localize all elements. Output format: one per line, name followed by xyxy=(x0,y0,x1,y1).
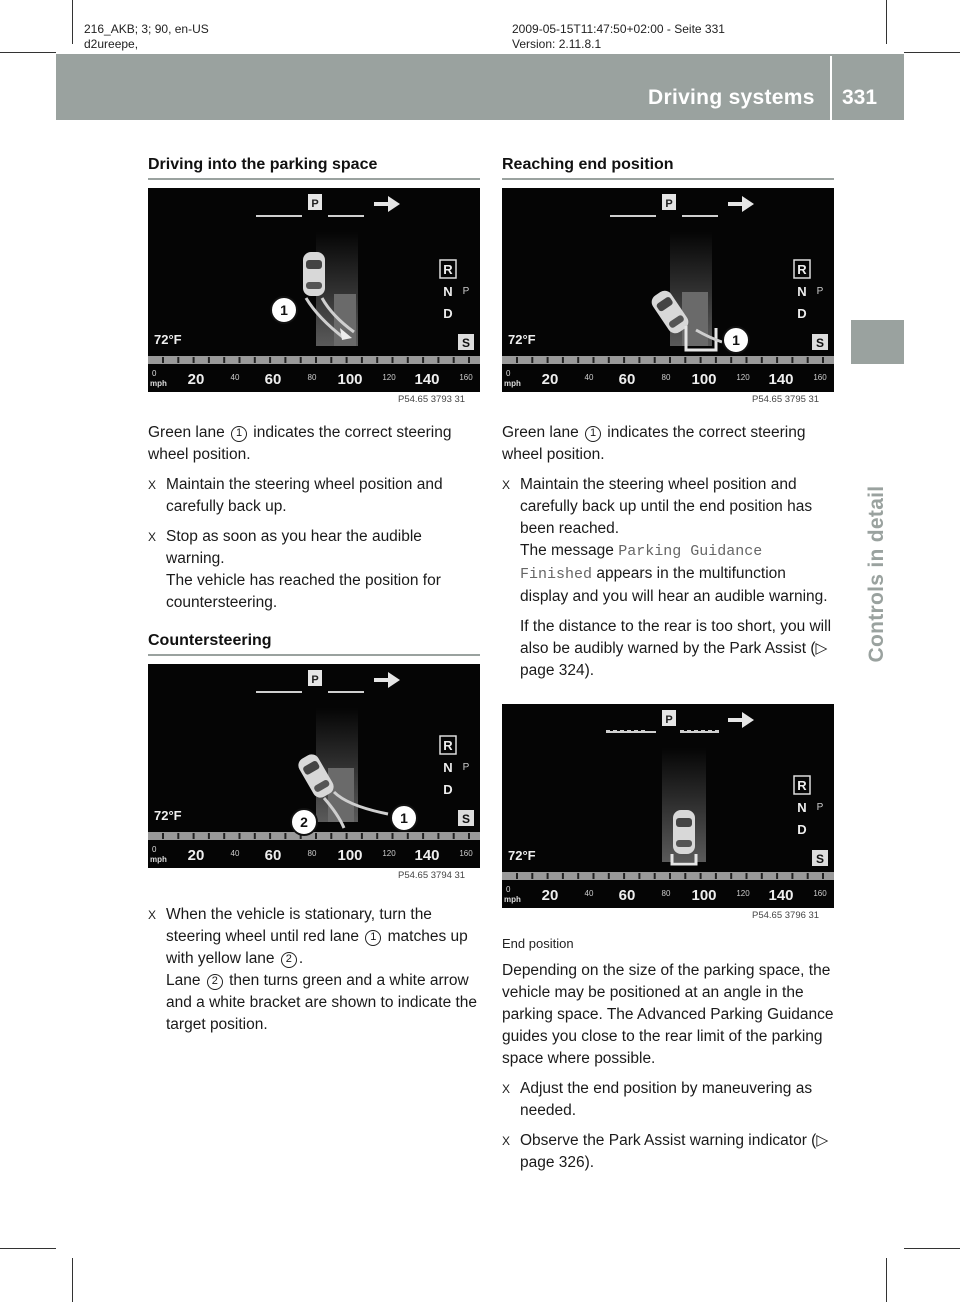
speedometer-scale xyxy=(148,832,480,840)
callout-marker-label: 1 xyxy=(280,302,288,318)
bullet-item: X Maintain the steering wheel position and carefully back up. xyxy=(148,476,443,515)
speed-tick xyxy=(623,873,625,879)
display-message: Parking Guidance xyxy=(618,543,763,560)
speed-tick xyxy=(638,357,640,363)
speed-tick xyxy=(593,873,595,879)
parking-sign-label: P xyxy=(665,714,673,726)
speed-tick xyxy=(223,833,225,839)
temperature-readout: 72°F xyxy=(154,332,182,347)
speed-tick xyxy=(437,833,439,839)
bullet-item: X Stop as soon as you hear the audible warning. The vehicle has reached the position for countersteering. xyxy=(148,528,441,611)
speed-tick xyxy=(407,833,409,839)
image-reference: P54.65 3795 31 xyxy=(752,394,820,405)
speed-tick xyxy=(746,873,748,879)
speed-label-minor: 40 xyxy=(584,373,594,382)
print-stamp-line1: 2009-05-15T11:47:50+02:00 - Seite 331 xyxy=(512,22,725,36)
paragraph: Green lane 1 indicates the correct steering wheel position. xyxy=(148,424,452,463)
gap-dot xyxy=(613,730,617,733)
gear-r: R xyxy=(443,738,453,753)
speed-tick xyxy=(562,357,564,363)
image-reference: P54.65 3796 31 xyxy=(752,910,820,921)
speed-label-minor: 160 xyxy=(813,889,827,898)
gear-r: R xyxy=(797,778,807,793)
gap-dot xyxy=(694,730,698,733)
vehicle-windshield xyxy=(676,818,692,827)
gap-dot xyxy=(606,730,610,733)
bullet-item: X Adjust the end position by maneuvering as needed. xyxy=(502,1080,813,1119)
speedometer-scale xyxy=(502,872,834,880)
callout-marker-label: 1 xyxy=(400,810,408,826)
speed-tick xyxy=(346,357,348,363)
speed-tick xyxy=(531,357,533,363)
speed-tick xyxy=(547,873,549,879)
speed-tick xyxy=(623,357,625,363)
speed-label: 20 xyxy=(541,887,559,904)
speed-tick xyxy=(791,357,793,363)
gear-p: P xyxy=(816,802,824,813)
note: If the distance to the rear is too short, you will also be audibly warned by the Park Assist (▷ page 324). xyxy=(520,618,832,679)
speed-tick xyxy=(776,873,778,879)
bullet-item: X Maintain the steering wheel position and carefully back up until the end position has been reached. The message Parking Guidance Finished appears in the multifunction display and you will hear an audible warning. If the distance to the rear is too short, you will also be audibly warned by the Park Assist (▷ page 324). xyxy=(502,474,836,682)
paragraph: Depending on the size of the parking space, the vehicle may be positioned at an angle in the parking space. The Advanced Parking Guidance guides you close to the rear limit of the parking space where possible. xyxy=(502,962,834,1067)
gap-dot xyxy=(708,730,712,733)
gear-p: P xyxy=(816,286,824,297)
speed-tick xyxy=(577,873,579,879)
speed-label: 140 xyxy=(414,371,440,388)
speed-tick xyxy=(162,357,164,363)
mode-s: S xyxy=(815,336,825,350)
speed-tick xyxy=(300,357,302,363)
speed-tick xyxy=(807,873,809,879)
speed-label-minor: 80 xyxy=(661,889,671,898)
speed-label: 100 xyxy=(691,887,717,904)
vehicle-windshield xyxy=(306,260,322,269)
gap-dot xyxy=(715,730,719,733)
speed-tick xyxy=(330,833,332,839)
display-image-end-position xyxy=(502,188,834,392)
speed-tick xyxy=(422,833,424,839)
speed-tick xyxy=(638,873,640,879)
display-graphic xyxy=(502,188,834,392)
speed-tick xyxy=(761,873,763,879)
speed-tick xyxy=(807,357,809,363)
image-reference: P54.65 3794 31 xyxy=(398,870,466,881)
gap-dot xyxy=(641,730,645,733)
section-title-end-position: Reaching end position xyxy=(502,156,674,173)
speed-label-minor: 160 xyxy=(459,849,473,858)
speed-label-minor: 120 xyxy=(382,373,396,382)
section-title-countersteering: Countersteering xyxy=(148,632,272,649)
gear-n: N xyxy=(443,284,453,299)
text-block-end-notes xyxy=(502,960,836,1182)
speed-tick xyxy=(547,357,549,363)
speed-tick xyxy=(593,357,595,363)
speed-tick xyxy=(669,873,671,879)
vehicle-rear-window xyxy=(306,282,322,289)
speed-tick xyxy=(516,873,518,879)
number-marker-2: 2 xyxy=(281,952,297,968)
image-reference: P54.65 3793 31 xyxy=(398,394,466,405)
gear-n: N xyxy=(797,800,807,815)
gap-dot xyxy=(687,730,691,733)
number-marker-1: 1 xyxy=(585,426,601,442)
gear-d: D xyxy=(797,306,807,321)
speed-label-minor: 120 xyxy=(736,889,750,898)
vehicle-body xyxy=(673,810,695,854)
speed-label-minor: 80 xyxy=(307,373,317,382)
speed-label-minor: 40 xyxy=(230,849,240,858)
speed-tick xyxy=(177,833,179,839)
speed-tick xyxy=(654,873,656,879)
speed-tick xyxy=(315,833,317,839)
speed-tick xyxy=(700,873,702,879)
page-ref-icon: ▷ xyxy=(815,640,828,657)
speed-tick xyxy=(193,833,195,839)
speed-tick xyxy=(269,357,271,363)
speed-label: 60 xyxy=(264,371,282,388)
speed-tick xyxy=(162,833,164,839)
speed-tick xyxy=(516,357,518,363)
speed-unit: mph xyxy=(504,895,521,904)
speed-tick xyxy=(684,357,686,363)
crop-mark xyxy=(904,1248,960,1249)
speed-tick xyxy=(330,357,332,363)
speed-tick xyxy=(177,357,179,363)
speed-unit: mph xyxy=(150,855,167,864)
speedometer-scale xyxy=(148,356,480,364)
speed-label: 100 xyxy=(337,371,363,388)
speed-label: 60 xyxy=(618,887,636,904)
speed-unit: mph xyxy=(150,379,167,388)
parking-sign-label: P xyxy=(311,198,319,210)
file-info-line1: 216_AKB; 3; 90, en-US xyxy=(84,22,209,36)
number-marker-2: 2 xyxy=(207,974,223,990)
speed-tick xyxy=(730,357,732,363)
speed-tick xyxy=(239,833,241,839)
speed-tick xyxy=(376,357,378,363)
speed-zero: 0 xyxy=(506,885,511,894)
parking-line xyxy=(682,215,718,217)
section-rule xyxy=(502,178,834,180)
speed-tick xyxy=(468,357,470,363)
gear-d: D xyxy=(443,782,453,797)
speed-tick xyxy=(654,357,656,363)
paragraph: Green lane 1 indicates the correct steering wheel position. xyxy=(502,424,806,463)
display-image-final xyxy=(502,704,834,908)
file-info xyxy=(84,22,209,52)
speed-tick xyxy=(392,833,394,839)
vehicle-icon xyxy=(303,252,325,296)
gear-d: D xyxy=(443,306,453,321)
speed-tick xyxy=(208,833,210,839)
speed-label: 140 xyxy=(768,371,794,388)
speed-tick xyxy=(453,833,455,839)
speed-tick xyxy=(761,357,763,363)
speed-tick xyxy=(392,357,394,363)
speed-tick xyxy=(531,873,533,879)
number-marker-1: 1 xyxy=(231,426,247,442)
speed-label-minor: 80 xyxy=(661,373,671,382)
speed-label-minor: 120 xyxy=(382,849,396,858)
parking-line xyxy=(610,215,656,217)
section-rule xyxy=(148,654,480,656)
vehicle-icon xyxy=(673,810,695,854)
speed-tick xyxy=(822,357,824,363)
speed-tick xyxy=(284,833,286,839)
gear-r: R xyxy=(443,262,453,277)
text-block-driving-in xyxy=(148,422,482,622)
speed-tick xyxy=(822,873,824,879)
speed-tick xyxy=(208,357,210,363)
speed-tick xyxy=(407,357,409,363)
callout-marker-label: 2 xyxy=(300,814,308,830)
side-tab-label: Controls in detail xyxy=(865,485,888,663)
page-ref-icon: ▷ xyxy=(816,1132,829,1149)
crop-mark xyxy=(886,1258,887,1302)
section-title-driving-in: Driving into the parking space xyxy=(148,156,378,173)
parking-line xyxy=(256,215,302,217)
gap-dot xyxy=(680,730,684,733)
speed-label-minor: 80 xyxy=(307,849,317,858)
bullet-item: X Observe the Park Assist warning indicator (▷ page 326). xyxy=(502,1132,829,1171)
speed-label-minor: 40 xyxy=(584,889,594,898)
speed-tick xyxy=(346,833,348,839)
bullet-arrow-icon: X xyxy=(148,908,157,922)
text-block-countersteering xyxy=(148,904,482,1044)
display-image-countersteering xyxy=(148,664,480,868)
crop-mark xyxy=(886,0,887,44)
gear-n: N xyxy=(443,760,453,775)
crop-mark xyxy=(72,1258,73,1302)
speed-tick xyxy=(700,357,702,363)
gap-dot xyxy=(620,730,624,733)
speed-tick xyxy=(776,357,778,363)
parking-line xyxy=(328,691,364,693)
bullet-arrow-icon: X xyxy=(148,478,157,492)
speed-tick xyxy=(361,833,363,839)
speed-label: 20 xyxy=(187,371,205,388)
gear-p: P xyxy=(462,762,470,773)
speed-label: 60 xyxy=(618,371,636,388)
speed-tick xyxy=(468,833,470,839)
speed-label: 20 xyxy=(541,371,559,388)
speed-label: 140 xyxy=(768,887,794,904)
speed-tick xyxy=(223,357,225,363)
temperature-readout: 72°F xyxy=(508,332,536,347)
speed-tick xyxy=(422,357,424,363)
speed-unit: mph xyxy=(504,379,521,388)
speed-tick xyxy=(269,833,271,839)
gear-n: N xyxy=(797,284,807,299)
print-stamp-line2: Version: 2.11.8.1 xyxy=(512,37,602,51)
parking-sign-label: P xyxy=(665,198,673,210)
page-header-title: Driving systems xyxy=(648,86,815,109)
gear-p: P xyxy=(462,286,470,297)
speed-tick xyxy=(608,873,610,879)
bullet-arrow-icon: X xyxy=(502,478,511,492)
speed-tick xyxy=(669,357,671,363)
speed-tick xyxy=(577,357,579,363)
temperature-readout: 72°F xyxy=(508,848,536,863)
speed-tick xyxy=(376,833,378,839)
crop-mark xyxy=(72,0,73,44)
number-marker-1: 1 xyxy=(365,930,381,946)
header-divider xyxy=(830,56,832,120)
text-block-end-position xyxy=(502,422,836,690)
print-stamp xyxy=(512,22,725,52)
speed-label-minor: 160 xyxy=(813,373,827,382)
mode-s: S xyxy=(461,812,471,826)
display-graphic xyxy=(148,664,480,868)
display-graphic xyxy=(148,188,480,392)
mode-s: S xyxy=(815,852,825,866)
display-image-driving-in xyxy=(148,188,480,392)
speed-tick xyxy=(254,357,256,363)
display-message: Finished xyxy=(520,566,593,583)
parking-sign-label: P xyxy=(311,674,319,686)
speed-label-minor: 120 xyxy=(736,373,750,382)
speedometer-scale xyxy=(502,356,834,364)
vehicle-rear-window xyxy=(676,840,692,847)
bullet-arrow-icon: X xyxy=(502,1134,511,1148)
vehicle-body xyxy=(303,252,325,296)
speed-tick xyxy=(562,873,564,879)
crop-mark xyxy=(0,1248,56,1249)
bullet-arrow-icon: X xyxy=(148,530,157,544)
image-caption: End position xyxy=(502,936,574,951)
speed-tick xyxy=(361,357,363,363)
speed-zero: 0 xyxy=(152,845,157,854)
speed-tick xyxy=(315,357,317,363)
speed-label: 20 xyxy=(187,847,205,864)
parking-line xyxy=(328,215,364,217)
display-graphic xyxy=(502,704,834,908)
gap-dot xyxy=(634,730,638,733)
temperature-readout: 72°F xyxy=(154,808,182,823)
crop-mark xyxy=(904,52,960,53)
speed-tick xyxy=(254,833,256,839)
speed-label: 100 xyxy=(691,371,717,388)
gap-dot xyxy=(627,730,631,733)
speed-tick xyxy=(193,357,195,363)
target-space xyxy=(328,768,354,822)
speed-label: 60 xyxy=(264,847,282,864)
bullet-arrow-icon: X xyxy=(502,1082,511,1096)
speed-tick xyxy=(746,357,748,363)
speed-tick xyxy=(284,357,286,363)
section-rule xyxy=(148,178,480,180)
gap-dot xyxy=(701,730,705,733)
speed-tick xyxy=(608,357,610,363)
crop-mark xyxy=(0,52,56,53)
speed-tick xyxy=(684,873,686,879)
speed-zero: 0 xyxy=(152,369,157,378)
speed-tick xyxy=(437,357,439,363)
speed-tick xyxy=(791,873,793,879)
side-tab-marker xyxy=(851,320,904,364)
gear-r: R xyxy=(797,262,807,277)
speed-label: 100 xyxy=(337,847,363,864)
speed-tick xyxy=(715,357,717,363)
speed-tick xyxy=(730,873,732,879)
gear-d: D xyxy=(797,822,807,837)
speed-tick xyxy=(453,357,455,363)
mode-s: S xyxy=(461,336,471,350)
speed-label: 140 xyxy=(414,847,440,864)
speed-label-minor: 160 xyxy=(459,373,473,382)
speed-tick xyxy=(239,357,241,363)
speed-tick xyxy=(715,873,717,879)
speed-zero: 0 xyxy=(506,369,511,378)
page-number: 331 xyxy=(842,86,878,109)
speed-label-minor: 40 xyxy=(230,373,240,382)
bullet-item: X When the vehicle is stationary, turn the steering wheel until red lane 1 matches up with yellow lane 2 . Lane 2 then turns green and a white arrow and a white bracket are shown to indicate the target position. xyxy=(148,906,478,1033)
parking-line xyxy=(256,691,302,693)
file-info-line2: d2ureepe, xyxy=(84,37,139,51)
callout-marker-label: 1 xyxy=(732,332,740,348)
